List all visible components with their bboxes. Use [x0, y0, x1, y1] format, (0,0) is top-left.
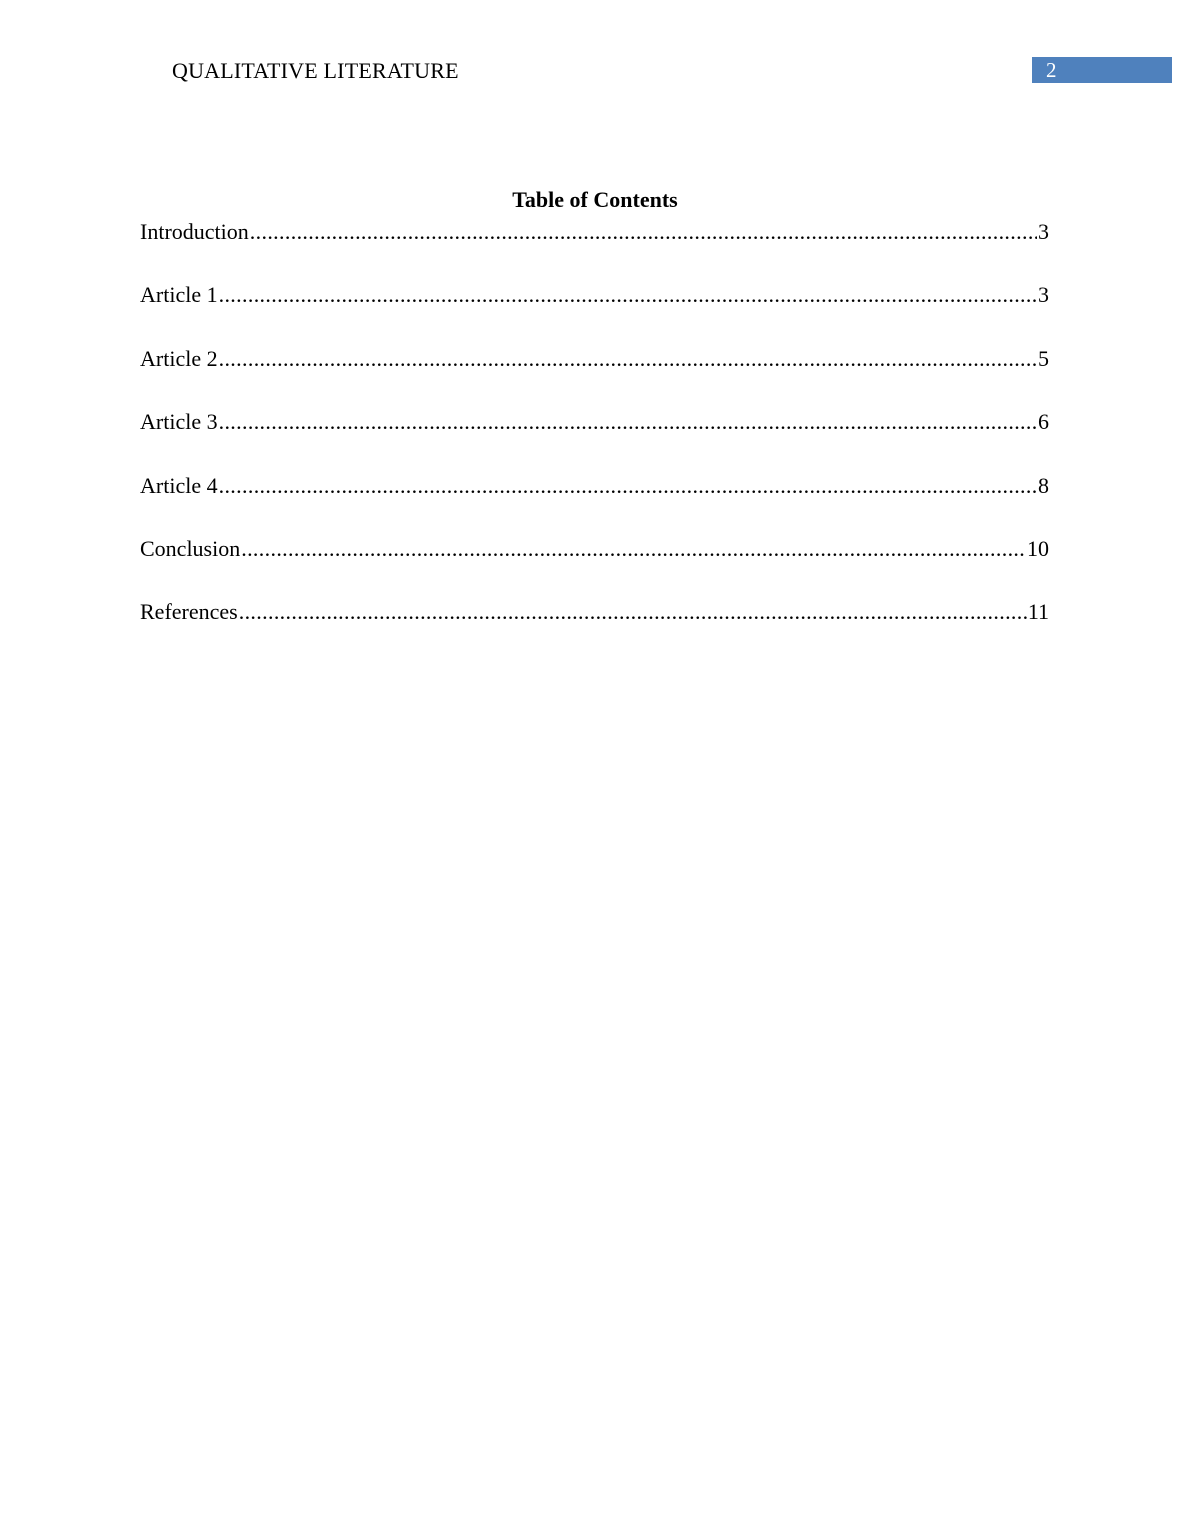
toc-list — [140, 218, 1049, 662]
toc-dot-leader — [239, 598, 1027, 626]
toc-dot-leader — [250, 218, 1037, 246]
toc-entry-label: Introduction — [140, 219, 249, 244]
toc-entry-page: 10 — [1027, 535, 1049, 561]
toc-dot-leader — [219, 345, 1037, 373]
toc-entry-page: 8 — [1038, 472, 1049, 498]
toc-entry-page: 3 — [1038, 219, 1049, 244]
toc-entry-article-2[interactable] — [140, 345, 1049, 408]
toc-entry-article-4[interactable] — [140, 472, 1049, 535]
toc-dot-leader — [219, 281, 1037, 309]
page-number-badge — [1032, 57, 1172, 83]
toc-entry-page: 11 — [1027, 599, 1049, 625]
toc-dot-leader — [219, 408, 1037, 436]
toc-entry-references[interactable] — [140, 598, 1049, 661]
toc-entry-article-3[interactable] — [140, 408, 1049, 471]
toc-entry-page: 5 — [1038, 345, 1049, 371]
toc-entry-page: 6 — [1038, 409, 1049, 435]
toc-entry-conclusion[interactable] — [140, 535, 1049, 598]
toc-entry-label: References — [140, 599, 238, 625]
page-number: 2 — [1046, 58, 1057, 82]
toc-entry-label: Article 3 — [140, 409, 218, 435]
toc-title: Table of Contents — [512, 187, 678, 212]
toc-entry-label: Conclusion — [140, 535, 241, 561]
toc-entry-label: Article 2 — [140, 345, 218, 371]
running-head: QUALITATIVE LITERATURE — [172, 58, 459, 83]
toc-dot-leader — [219, 472, 1037, 500]
toc-dot-leader — [241, 535, 1026, 563]
toc-entry-page: 3 — [1038, 282, 1049, 308]
toc-entry-article-1[interactable] — [140, 281, 1049, 344]
toc-entry-label: Article 4 — [140, 472, 218, 498]
toc-entry-introduction[interactable] — [140, 218, 1049, 281]
toc-entry-label: Article 1 — [140, 282, 218, 308]
